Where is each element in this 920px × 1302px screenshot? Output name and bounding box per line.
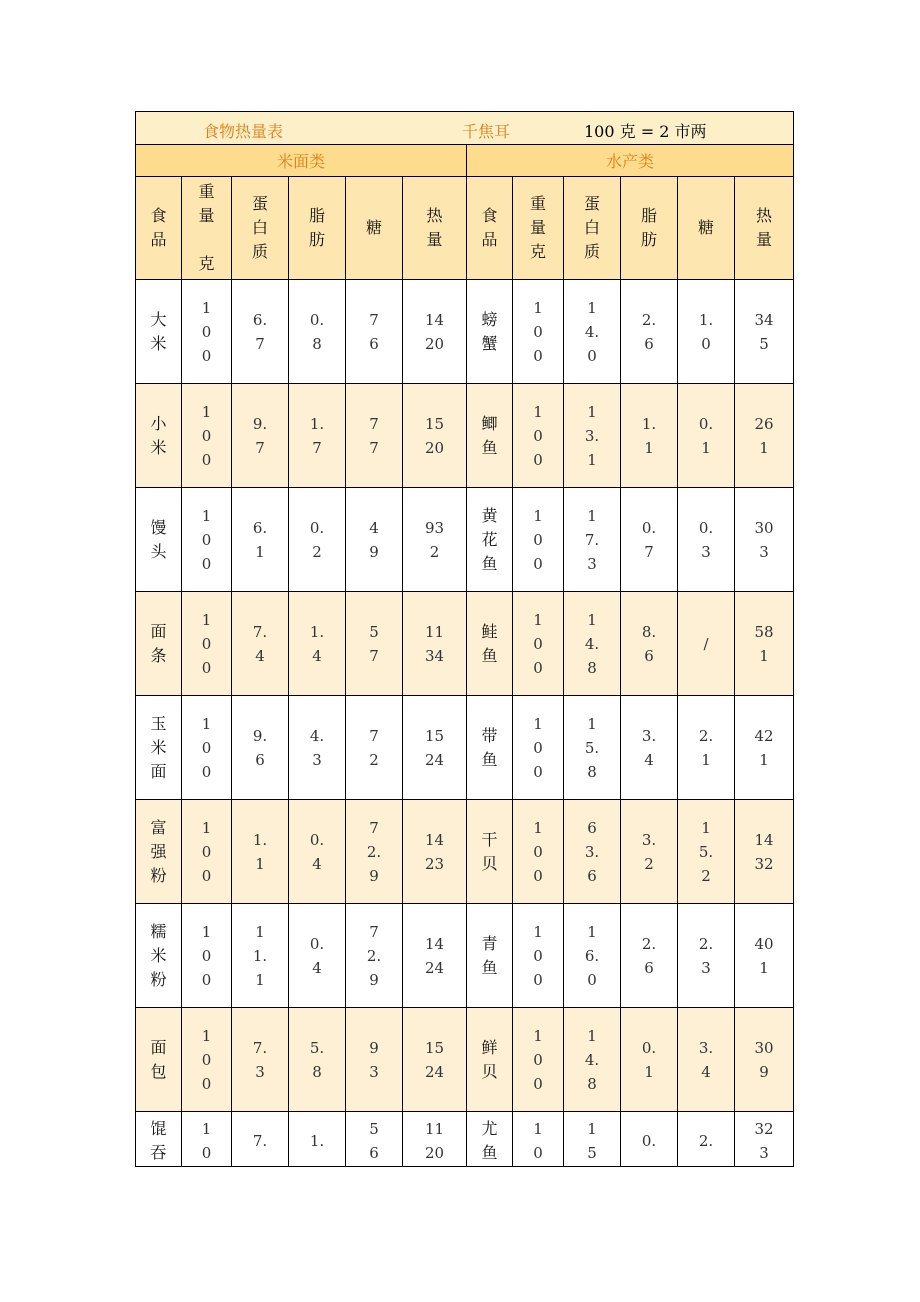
col-fat-left (289, 177, 346, 280)
right-sugar-cell (678, 800, 735, 904)
right-sugar-value: 15.2 (698, 818, 714, 885)
right-fat-cell (621, 1112, 678, 1167)
right-weight-value: 100 (533, 922, 543, 989)
col-protein-left-label: 蛋白质 (251, 194, 268, 261)
left-protein-cell (232, 696, 289, 800)
col-sugar-right-label: 糖 (697, 218, 714, 237)
right-weight-value: 100 (533, 610, 543, 677)
right-sugar-cell (678, 904, 735, 1008)
right-fat-cell (621, 592, 678, 696)
left-sugar-cell (346, 1008, 403, 1112)
left-fat-value: 5.8 (309, 1038, 325, 1081)
right-sugar-value: 1.0 (698, 310, 714, 353)
right-weight-value: 100 (533, 402, 543, 469)
right-heat-cell (735, 488, 794, 592)
left-weight-value: 100 (201, 714, 212, 781)
col-heat-left (403, 177, 467, 280)
left-weight-value: 100 (201, 818, 212, 885)
left-protein-value: 6.1 (252, 518, 268, 561)
table-row (136, 384, 794, 488)
left-heat-value: 1134 (424, 622, 445, 665)
right-heat-value: 323 (754, 1120, 774, 1162)
left-protein-value: 11.1 (252, 922, 268, 989)
left-name-cell (136, 904, 182, 1008)
table-row (136, 1112, 794, 1167)
right-fat-value: 0. (641, 1132, 657, 1150)
right-protein-cell (564, 488, 621, 592)
left-fat-cell (289, 800, 346, 904)
right-fat-cell (621, 696, 678, 800)
left-heat-value: 1420 (424, 310, 445, 353)
right-fat-cell (621, 280, 678, 384)
right-heat-value: 303 (754, 518, 774, 561)
left-name-cell (136, 384, 182, 488)
left-heat-cell (403, 488, 467, 592)
right-fat-value: 0.7 (641, 518, 657, 561)
col-fat-right-label: 脂肪 (640, 206, 657, 249)
column-header-row (136, 177, 794, 280)
left-weight-value: 100 (201, 922, 212, 989)
right-protein-cell (564, 1112, 621, 1167)
left-protein-value: 9.6 (252, 726, 268, 769)
left-protein-cell (232, 280, 289, 384)
left-sugar-cell (346, 800, 403, 904)
left-name-value: 富强粉 (150, 817, 167, 885)
right-protein-value: 14.8 (584, 610, 600, 677)
left-heat-value: 1120 (424, 1120, 445, 1162)
right-weight-cell (513, 488, 564, 592)
right-heat-value: 1432 (754, 830, 774, 873)
right-fat-value: 0.1 (641, 1038, 657, 1081)
category-seafood: 水产类 (467, 145, 794, 177)
right-sugar-value: 3.4 (698, 1038, 714, 1081)
col-weight-right-label: 重量克 (529, 194, 546, 261)
col-food-left-label: 食品 (150, 206, 167, 249)
left-weight-cell (182, 1112, 232, 1167)
table-title: 食物热量表 (203, 122, 284, 141)
right-sugar-cell (678, 1008, 735, 1112)
right-name-value: 螃蟹 (481, 309, 498, 353)
col-heat-right (735, 177, 794, 280)
col-protein-right (564, 177, 621, 280)
right-weight-cell (513, 592, 564, 696)
right-protein-cell (564, 280, 621, 384)
left-heat-value: 932 (424, 518, 445, 561)
right-name-value: 鲫鱼 (481, 413, 498, 457)
right-fat-value: 1.1 (641, 414, 657, 457)
right-sugar-cell (678, 488, 735, 592)
left-heat-cell (403, 280, 467, 384)
right-weight-cell (513, 384, 564, 488)
left-sugar-cell (346, 280, 403, 384)
col-fat-left-label: 脂肪 (308, 206, 325, 249)
right-name-value: 黄花鱼 (481, 505, 498, 573)
right-sugar-value: 2.3 (698, 934, 714, 977)
right-name-cell (467, 384, 513, 488)
left-heat-value: 1524 (424, 726, 445, 769)
left-weight-value: 100 (201, 1026, 212, 1093)
right-weight-value: 100 (533, 818, 543, 885)
table-row (136, 488, 794, 592)
col-heat-left-label: 热量 (426, 206, 443, 249)
right-name-value: 青鱼 (481, 933, 498, 977)
left-weight-cell (182, 488, 232, 592)
right-protein-cell (564, 800, 621, 904)
category-grain: 米面类 (136, 145, 467, 177)
right-fat-value: 3.4 (641, 726, 657, 769)
left-sugar-value: 72 (369, 726, 379, 769)
col-food-right (467, 177, 513, 280)
left-heat-value: 1424 (424, 934, 445, 977)
right-weight-cell (513, 696, 564, 800)
left-sugar-cell (346, 904, 403, 1008)
left-protein-cell (232, 1008, 289, 1112)
right-weight-cell (513, 800, 564, 904)
left-weight-value: 100 (201, 506, 212, 573)
right-name-value: 鲜贝 (481, 1037, 498, 1081)
left-weight-value: 10 (201, 1120, 212, 1162)
left-fat-value: 4.3 (309, 726, 325, 769)
right-heat-cell (735, 800, 794, 904)
right-fat-cell (621, 800, 678, 904)
col-weight-left (182, 177, 232, 280)
right-name-cell (467, 904, 513, 1008)
left-heat-cell (403, 904, 467, 1008)
right-name-value: 尤鱼 (481, 1119, 498, 1162)
left-heat-value: 1520 (424, 414, 445, 457)
right-sugar-value: 2.1 (698, 726, 714, 769)
right-weight-cell (513, 904, 564, 1008)
left-sugar-cell (346, 384, 403, 488)
left-sugar-value: 77 (369, 414, 379, 457)
right-name-cell (467, 280, 513, 384)
col-food-left (136, 177, 182, 280)
left-name-value: 面包 (150, 1037, 167, 1081)
right-protein-value: 16.0 (584, 922, 600, 989)
col-protein-right-label: 蛋白质 (583, 194, 600, 261)
right-sugar-cell (678, 696, 735, 800)
right-heat-value: 261 (754, 414, 774, 457)
left-fat-value: 0.2 (309, 518, 325, 561)
left-weight-cell (182, 904, 232, 1008)
col-fat-right (621, 177, 678, 280)
left-name-cell (136, 280, 182, 384)
right-protein-cell (564, 904, 621, 1008)
table-row (136, 800, 794, 904)
left-fat-value: 1. (309, 1132, 325, 1150)
left-heat-cell (403, 1008, 467, 1112)
left-name-cell (136, 1112, 182, 1167)
right-sugar-value: / (703, 634, 709, 653)
left-sugar-value: 56 (369, 1120, 379, 1162)
left-weight-cell (182, 800, 232, 904)
right-fat-cell (621, 384, 678, 488)
left-fat-cell (289, 488, 346, 592)
right-sugar-cell (678, 280, 735, 384)
left-fat-cell (289, 1112, 346, 1167)
left-fat-cell (289, 592, 346, 696)
right-sugar-value: 0.1 (698, 414, 714, 457)
right-heat-cell (735, 904, 794, 1008)
right-name-cell (467, 592, 513, 696)
right-fat-cell (621, 904, 678, 1008)
col-sugar-left-label: 糖 (365, 218, 382, 237)
right-name-value: 干贝 (481, 829, 498, 873)
right-heat-value: 581 (754, 622, 774, 665)
right-sugar-cell (678, 384, 735, 488)
right-protein-value: 17.3 (584, 506, 600, 573)
right-name-cell (467, 1008, 513, 1112)
left-protein-cell (232, 384, 289, 488)
left-weight-value: 100 (201, 610, 212, 677)
right-weight-value: 100 (533, 714, 543, 781)
col-sugar-left (346, 177, 403, 280)
right-weight-value: 100 (533, 506, 543, 573)
right-heat-value: 345 (754, 310, 774, 353)
left-fat-value: 0.4 (309, 934, 325, 977)
left-sugar-cell (346, 696, 403, 800)
left-sugar-value: 57 (369, 622, 379, 665)
left-weight-cell (182, 384, 232, 488)
left-fat-value: 0.4 (309, 830, 325, 873)
left-heat-cell (403, 384, 467, 488)
right-protein-value: 14.8 (584, 1026, 600, 1093)
right-fat-cell (621, 1008, 678, 1112)
left-protein-value: 7.4 (252, 622, 268, 665)
col-sugar-right (678, 177, 735, 280)
right-heat-cell (735, 384, 794, 488)
right-protein-value: 63.6 (584, 818, 600, 885)
right-protein-cell (564, 1008, 621, 1112)
left-protein-value: 9.7 (252, 414, 268, 457)
left-name-cell (136, 1008, 182, 1112)
col-heat-right-label: 热量 (756, 206, 773, 249)
right-protein-value: 14.0 (584, 298, 600, 365)
left-protein-cell (232, 1112, 289, 1167)
left-name-value: 馒头 (150, 517, 167, 561)
unit-label: 千焦耳 (462, 122, 511, 141)
conversion-note: 100 克 = 2 市两 (584, 122, 707, 141)
left-protein-value: 7.3 (252, 1038, 268, 1081)
left-sugar-value: 93 (369, 1038, 379, 1081)
col-weight-left-label: 重量 克 (198, 182, 215, 273)
right-fat-value: 8.6 (641, 622, 657, 665)
left-sugar-value: 72.9 (366, 818, 382, 885)
left-heat-value: 1423 (424, 830, 445, 873)
right-weight-cell (513, 1008, 564, 1112)
right-weight-value: 10 (533, 1120, 543, 1162)
left-weight-cell (182, 592, 232, 696)
table-row (136, 696, 794, 800)
left-fat-cell (289, 904, 346, 1008)
left-protein-cell (232, 488, 289, 592)
left-fat-cell (289, 384, 346, 488)
right-weight-value: 100 (533, 1026, 543, 1093)
left-heat-cell (403, 592, 467, 696)
table-row (136, 280, 794, 384)
left-protein-cell (232, 592, 289, 696)
right-protein-value: 15 (587, 1120, 597, 1162)
right-fat-value: 2.6 (641, 310, 657, 353)
left-sugar-cell (346, 1112, 403, 1167)
table-row (136, 904, 794, 1008)
right-name-cell (467, 800, 513, 904)
right-protein-value: 15.8 (584, 714, 600, 781)
right-heat-value: 401 (754, 934, 774, 977)
left-fat-value: 0.8 (309, 310, 325, 353)
left-name-value: 糯米粉 (150, 921, 167, 989)
left-sugar-cell (346, 592, 403, 696)
right-fat-value: 2.6 (641, 934, 657, 977)
left-weight-value: 100 (201, 298, 212, 365)
right-protein-cell (564, 696, 621, 800)
table-title-bar (136, 112, 794, 145)
col-weight-right (513, 177, 564, 280)
left-name-cell (136, 696, 182, 800)
left-name-cell (136, 592, 182, 696)
left-heat-cell (403, 1112, 467, 1167)
left-sugar-value: 49 (369, 518, 379, 561)
right-sugar-value: 2. (698, 1132, 714, 1150)
right-protein-value: 13.1 (584, 402, 600, 469)
left-fat-cell (289, 280, 346, 384)
food-calorie-table (135, 111, 794, 1167)
right-name-cell (467, 696, 513, 800)
left-fat-value: 1.4 (309, 622, 325, 665)
right-fat-cell (621, 488, 678, 592)
left-fat-value: 1.7 (309, 414, 325, 457)
right-weight-cell (513, 280, 564, 384)
left-weight-cell (182, 1008, 232, 1112)
left-heat-value: 1524 (424, 1038, 445, 1081)
left-weight-value: 100 (201, 402, 212, 469)
left-name-value: 大米 (150, 309, 167, 353)
right-name-cell (467, 488, 513, 592)
left-name-cell (136, 488, 182, 592)
table-row (136, 592, 794, 696)
right-protein-cell (564, 384, 621, 488)
right-heat-cell (735, 280, 794, 384)
left-protein-cell (232, 904, 289, 1008)
right-fat-value: 3.2 (641, 830, 657, 873)
left-heat-cell (403, 696, 467, 800)
right-weight-cell (513, 1112, 564, 1167)
left-weight-cell (182, 696, 232, 800)
left-name-value: 玉米面 (150, 713, 167, 781)
left-sugar-value: 72.9 (366, 922, 382, 989)
left-fat-cell (289, 696, 346, 800)
left-name-cell (136, 800, 182, 904)
left-name-value: 馄吞 (150, 1119, 167, 1162)
right-heat-value: 309 (754, 1038, 774, 1081)
right-protein-cell (564, 592, 621, 696)
left-sugar-cell (346, 488, 403, 592)
right-sugar-cell (678, 592, 735, 696)
left-protein-cell (232, 800, 289, 904)
right-heat-cell (735, 1112, 794, 1167)
right-heat-cell (735, 696, 794, 800)
right-weight-value: 100 (533, 298, 543, 365)
right-name-value: 带鱼 (481, 725, 498, 769)
right-heat-cell (735, 592, 794, 696)
left-protein-value: 7. (252, 1132, 268, 1150)
col-protein-left (232, 177, 289, 280)
right-sugar-cell (678, 1112, 735, 1167)
left-sugar-value: 76 (369, 310, 379, 353)
left-heat-cell (403, 800, 467, 904)
left-name-value: 面条 (150, 621, 167, 665)
table-row (136, 1008, 794, 1112)
right-heat-cell (735, 1008, 794, 1112)
left-protein-value: 6.7 (252, 310, 268, 353)
col-food-right-label: 食品 (481, 206, 498, 249)
right-name-value: 鲑鱼 (481, 621, 498, 665)
left-name-value: 小米 (150, 413, 167, 457)
right-name-cell (467, 1112, 513, 1167)
left-protein-value: 1.1 (252, 830, 268, 873)
right-sugar-value: 0.3 (698, 518, 714, 561)
left-weight-cell (182, 280, 232, 384)
right-heat-value: 421 (754, 726, 774, 769)
left-fat-cell (289, 1008, 346, 1112)
